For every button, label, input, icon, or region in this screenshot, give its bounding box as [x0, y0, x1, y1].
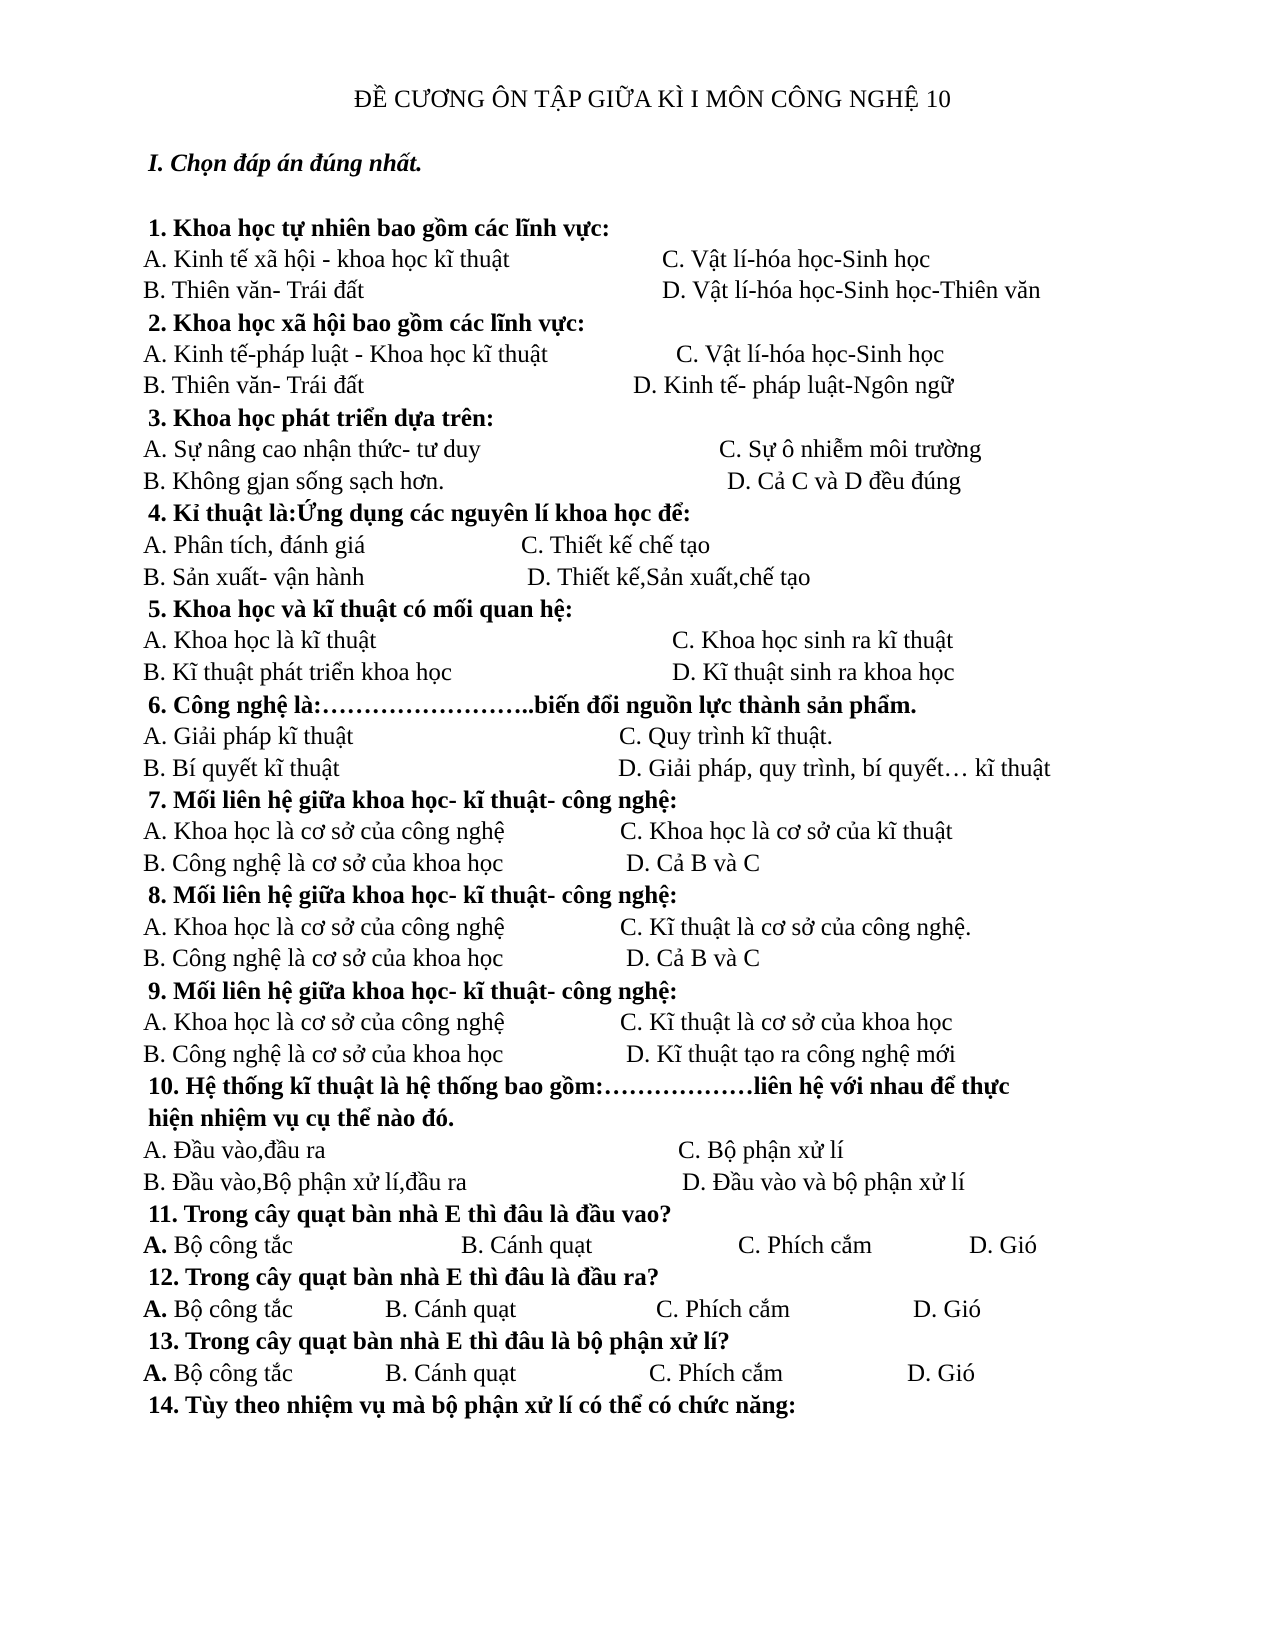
q7-option-b: B. Công nghệ là cơ sở của khoa học	[143, 850, 504, 877]
q12-option-b: B. Cánh quạt	[385, 1296, 517, 1323]
q11-option-d: D. Gió	[969, 1232, 1038, 1259]
q9-option-c: C. Kĩ thuật là cơ sở của khoa học	[620, 1009, 953, 1036]
q12-option-c: C. Phích cắm	[656, 1296, 791, 1323]
q6-option-b: B. Bí quyết kĩ thuật	[143, 755, 340, 782]
question-7: 7. Mối liên hệ giữa khoa học- kĩ thuật- công nghệ:	[148, 787, 678, 814]
q13-option-a	[143, 1358, 293, 1390]
q9-option-b: B. Công nghệ là cơ sở của khoa học	[143, 1041, 504, 1068]
q10-option-b: B. Đầu vào,Bộ phận xử lí,đầu ra	[143, 1169, 467, 1196]
question-9: 9. Mối liên hệ giữa khoa học- kĩ thuật- công nghệ:	[148, 978, 678, 1005]
q11-option-c: C. Phích cắm	[738, 1232, 873, 1259]
q13-option-c: C. Phích cắm	[649, 1360, 784, 1387]
q8-option-d: D. Cả B và C	[626, 945, 761, 972]
q9-option-d: D. Kĩ thuật tạo ra công nghệ mới	[626, 1041, 956, 1068]
q1-option-a: A. Kinh tế xã hội - khoa học kĩ thuật	[143, 246, 510, 273]
question-10-continued: hiện nhiệm vụ cụ thể nào đó.	[148, 1105, 455, 1132]
q10-option-c: C. Bộ phận xử lí	[678, 1137, 844, 1164]
q11-option-a-text: Bộ công tắc	[167, 1232, 293, 1259]
question-11: 11. Trong cây quạt bàn nhà E thì đâu là đầu vao?	[148, 1201, 672, 1228]
q4-option-d: D. Thiết kế,Sản xuất,chế tạo	[527, 564, 811, 591]
q8-option-a: A. Khoa học là cơ sở của công nghệ	[143, 914, 505, 941]
q10-option-a: A. Đầu vào,đầu ra	[143, 1137, 326, 1164]
question-10: 10. Hệ thống kĩ thuật là hệ thống bao gồm:………………liên hệ với nhau để thực	[148, 1073, 1010, 1100]
question-6: 6. Công nghệ là:……………………..biến đổi nguồn lực thành sản phẩm.	[148, 692, 917, 719]
q4-option-b: B. Sản xuất- vận hành	[143, 564, 365, 591]
q7-option-d: D. Cả B và C	[626, 850, 761, 877]
question-3: 3. Khoa học phát triển dựa trên:	[148, 405, 495, 432]
q9-option-a: A. Khoa học là cơ sở của công nghệ	[143, 1009, 505, 1036]
q10-option-d: D. Đầu vào và bộ phận xử lí	[682, 1169, 965, 1196]
q5-option-c: C. Khoa học sinh ra kĩ thuật	[672, 627, 954, 654]
section-heading: I. Chọn đáp án đúng nhất.	[148, 150, 423, 177]
q12-option-a-letter: A.	[143, 1296, 168, 1323]
q4-option-c: C. Thiết kế chế tạo	[521, 532, 711, 559]
q13-option-d: D. Gió	[907, 1360, 976, 1387]
q3-option-d: D. Cả C và D đều đúng	[727, 468, 961, 495]
q1-option-b: B. Thiên văn- Trái đất	[143, 277, 365, 304]
q12-option-a	[143, 1294, 293, 1326]
q2-option-c: C. Vật lí-hóa học-Sinh học	[676, 341, 945, 368]
q11-option-a	[143, 1230, 293, 1262]
q2-option-a: A. Kinh tế-pháp luật - Khoa học kĩ thuật	[143, 341, 548, 368]
q2-option-d: D. Kinh tế- pháp luật-Ngôn ngữ	[633, 372, 954, 399]
q8-option-c: C. Kĩ thuật là cơ sở của công nghệ.	[620, 914, 972, 941]
q6-option-c: C. Quy trình kĩ thuật.	[619, 723, 833, 750]
q13-option-a-text: Bộ công tắc	[167, 1360, 293, 1387]
q11-option-a-letter: A.	[143, 1232, 168, 1259]
question-4: 4. Kỉ thuật là:Ứng dụng các nguyên lí khoa học để:	[148, 500, 691, 527]
q13-option-a-letter: A.	[143, 1360, 168, 1387]
question-1: 1. Khoa học tự nhiên bao gồm các lĩnh vực:	[148, 215, 610, 242]
q5-option-d: D. Kĩ thuật sinh ra khoa học	[672, 659, 955, 686]
q6-option-a: A. Giải pháp kĩ thuật	[143, 723, 354, 750]
q3-option-c: C. Sự ô nhiễm môi trường	[719, 436, 982, 463]
question-2: 2. Khoa học xã hội bao gồm các lĩnh vực:	[148, 310, 586, 337]
q2-option-b: B. Thiên văn- Trái đất	[143, 372, 365, 399]
question-13: 13. Trong cây quạt bàn nhà E thì đâu là bộ phận xử lí?	[148, 1328, 730, 1355]
question-14: 14. Tùy theo nhiệm vụ mà bộ phận xử lí có thể có chức năng:	[148, 1392, 797, 1419]
q5-option-b: B. Kĩ thuật phát triển khoa học	[143, 659, 452, 686]
q7-option-a: A. Khoa học là cơ sở của công nghệ	[143, 818, 505, 845]
q1-option-c: C. Vật lí-hóa học-Sinh học	[662, 246, 931, 273]
question-8: 8. Mối liên hệ giữa khoa học- kĩ thuật- công nghệ:	[148, 882, 678, 909]
q11-option-b: B. Cánh quạt	[461, 1232, 593, 1259]
question-5: 5. Khoa học và kĩ thuật có mối quan hệ:	[148, 596, 574, 623]
document-title: ĐỀ CƯƠNG ÔN TẬP GIỮA KÌ I MÔN CÔNG NGHỆ 10	[353, 86, 952, 113]
q1-option-d: D. Vật lí-hóa học-Sinh học-Thiên văn	[662, 277, 1041, 304]
q8-option-b: B. Công nghệ là cơ sở của khoa học	[143, 945, 504, 972]
q4-option-a: A. Phân tích, đánh giá	[143, 532, 366, 559]
question-12: 12. Trong cây quạt bàn nhà E thì đâu là đầu ra?	[148, 1264, 660, 1291]
q7-option-c: C. Khoa học là cơ sở của kĩ thuật	[620, 818, 953, 845]
q12-option-a-text: Bộ công tắc	[167, 1296, 293, 1323]
q3-option-a: A. Sự nâng cao nhận thức- tư duy	[143, 436, 481, 463]
q5-option-a: A. Khoa học là kĩ thuật	[143, 627, 377, 654]
q12-option-d: D. Gió	[913, 1296, 982, 1323]
q13-option-b: B. Cánh quạt	[385, 1360, 517, 1387]
q6-option-d: D. Giải pháp, quy trình, bí quyết… kĩ thuật	[618, 755, 1051, 782]
q3-option-b: B. Không gjan sống sạch hơn.	[143, 468, 445, 495]
